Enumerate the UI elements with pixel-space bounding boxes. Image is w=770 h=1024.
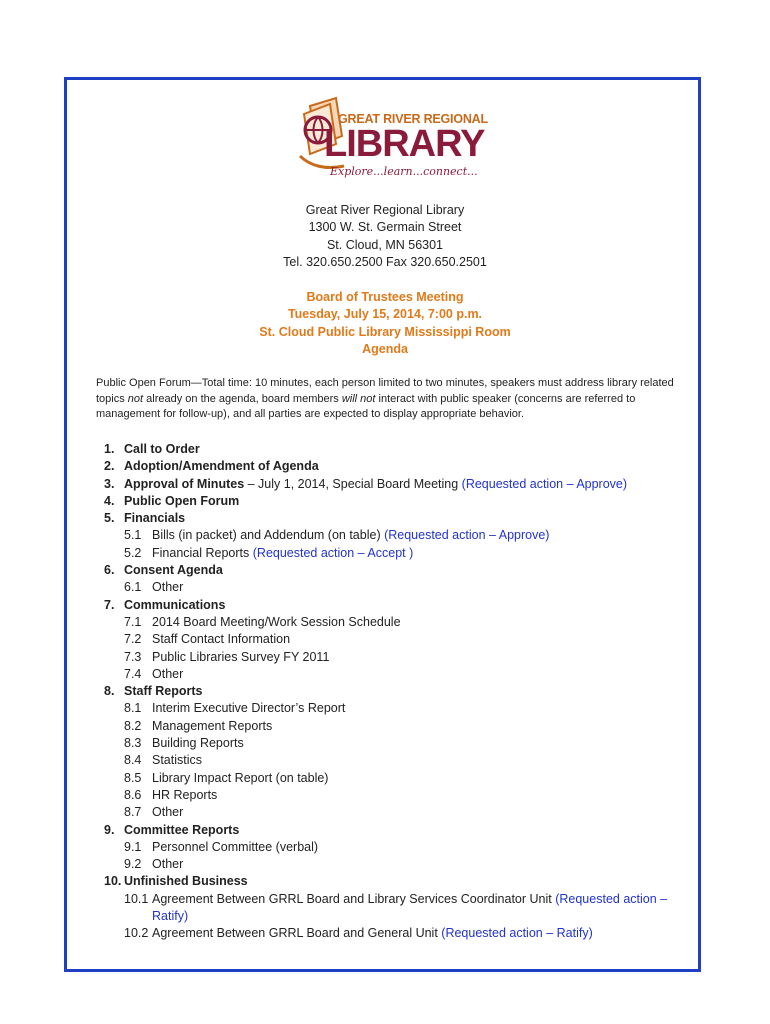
item-title: Adoption/Amendment of Agenda bbox=[124, 459, 319, 474]
agenda-item-8 bbox=[104, 683, 694, 700]
item-number: 9. bbox=[104, 822, 115, 837]
agenda-subitem-8-2 bbox=[104, 718, 694, 735]
agenda-list bbox=[104, 441, 694, 943]
subitem-text: Other bbox=[152, 580, 184, 595]
subitem-number: 8.7 bbox=[124, 805, 142, 820]
meeting-header bbox=[0, 289, 770, 358]
subitem-text: Other bbox=[152, 857, 184, 872]
agenda-item-10 bbox=[104, 873, 694, 890]
subitem-text: Public Libraries Survey FY 2011 bbox=[152, 649, 330, 664]
subitem-number: 8.1 bbox=[124, 701, 142, 716]
agenda-subitem-9-1 bbox=[104, 839, 694, 856]
item-number: 10. bbox=[104, 874, 122, 889]
forum-emphasis-2: will not bbox=[341, 392, 376, 405]
item-title: Unfinished Business bbox=[124, 874, 248, 889]
forum-emphasis-1: not bbox=[127, 392, 144, 405]
logo-main-text: LIBRARY bbox=[324, 123, 485, 165]
agenda-subitem-8-5 bbox=[104, 770, 694, 787]
meeting-location: St. Cloud Public Library Mississippi Room bbox=[259, 324, 511, 339]
subitem-text: 2014 Board Meeting/Work Session Schedule bbox=[152, 614, 401, 629]
agenda-subitem-6-1 bbox=[104, 579, 694, 596]
meeting-title: Board of Trustees Meeting bbox=[306, 290, 464, 304]
agenda-subitem-7-1 bbox=[104, 614, 694, 631]
agenda-subitem-8-3 bbox=[104, 735, 694, 752]
subitem-text: Personnel Committee (verbal) bbox=[152, 839, 319, 854]
subitem-text: Staff Contact Information bbox=[152, 632, 291, 647]
item-number: 2. bbox=[104, 459, 115, 474]
subitem-number: 9.2 bbox=[124, 857, 142, 872]
agenda-subitem-8-4 bbox=[104, 752, 694, 769]
subitem-text: Building Reports bbox=[152, 736, 244, 751]
requested-action: (Requested action – Accept ) bbox=[252, 545, 414, 560]
item-title: Staff Reports bbox=[124, 684, 203, 699]
requested-action: (Requested action – Ratify) bbox=[441, 926, 593, 941]
library-logo bbox=[290, 92, 488, 188]
agenda-item-4 bbox=[104, 493, 694, 510]
logo-top-text: GREAT RIVER REGIONAL bbox=[338, 112, 488, 126]
agenda-heading: Agenda bbox=[362, 341, 408, 356]
address-block bbox=[0, 202, 770, 271]
agenda-subitem-8-6 bbox=[104, 787, 694, 804]
subitem-number: 7.1 bbox=[124, 614, 142, 629]
item-number: 6. bbox=[104, 563, 115, 578]
item-number: 4. bbox=[104, 493, 115, 508]
subitem-number: 8.4 bbox=[124, 753, 142, 768]
agenda-item-1 bbox=[104, 441, 694, 458]
subitem-number: 6.1 bbox=[124, 580, 142, 595]
item-title: Consent Agenda bbox=[124, 563, 223, 578]
agenda-subitem-7-4 bbox=[104, 666, 694, 683]
agenda-item-9 bbox=[104, 822, 694, 839]
agenda-subitem-8-1 bbox=[104, 700, 694, 717]
subitem-text: Interim Executive Director’s Report bbox=[152, 701, 346, 716]
public-forum-notice bbox=[96, 376, 696, 423]
agenda-subitem-8-7 bbox=[104, 804, 694, 821]
logo-tagline: Explore...learn...connect... bbox=[330, 165, 478, 178]
agenda-item-3 bbox=[104, 476, 694, 493]
agenda-item-7 bbox=[104, 597, 694, 614]
subitem-text: Management Reports bbox=[152, 718, 273, 733]
agenda-subitem-7-3 bbox=[104, 649, 694, 666]
item-title: Financials bbox=[124, 511, 186, 526]
item-number: 7. bbox=[104, 597, 115, 612]
item-title: Public Open Forum bbox=[124, 493, 240, 508]
subitem-number: 8.2 bbox=[124, 718, 142, 733]
item-number: 1. bbox=[104, 442, 115, 456]
subitem-number: 9.1 bbox=[124, 839, 142, 854]
subitem-text: Financial Reports bbox=[152, 545, 253, 560]
item-title: Communications bbox=[124, 597, 226, 612]
agenda-subitem-10-2 bbox=[104, 925, 694, 942]
item-title: Committee Reports bbox=[124, 822, 240, 837]
subitem-number: 10.2 bbox=[124, 926, 149, 941]
agenda-subitem-5-2 bbox=[104, 545, 694, 562]
subitem-text: Other bbox=[152, 805, 184, 820]
agenda-subitem-10-1 bbox=[104, 891, 694, 926]
item-number: 8. bbox=[104, 684, 115, 699]
subitem-text: HR Reports bbox=[152, 787, 218, 802]
subitem-number: 7.3 bbox=[124, 649, 142, 664]
subitem-number: 8.5 bbox=[124, 770, 142, 785]
subitem-number: 7.2 bbox=[124, 632, 142, 647]
agenda-item-6 bbox=[104, 562, 694, 579]
street-address: 1300 W. St. Germain Street bbox=[308, 220, 462, 235]
forum-text-2: already on the agenda, board members bbox=[143, 392, 342, 405]
phone-fax: Tel. 320.650.2500 Fax 320.650.2501 bbox=[283, 254, 487, 269]
item-title: Approval of Minutes bbox=[124, 476, 245, 491]
agenda-subitem-9-2 bbox=[104, 856, 694, 873]
subitem-text: Statistics bbox=[152, 753, 203, 768]
agenda-item-2 bbox=[104, 458, 694, 475]
item-detail: – July 1, 2014, Special Board Meeting bbox=[244, 476, 462, 491]
agenda-subitem-7-2 bbox=[104, 631, 694, 648]
library-name: Great River Regional Library bbox=[305, 203, 465, 217]
item-number: 5. bbox=[104, 511, 115, 526]
subitem-text: Library Impact Report (on table) bbox=[152, 770, 329, 785]
forum-text-1: Public Open Forum—Total time: 10 minutes, each person limited to two minutes, speakers must address library related topics bbox=[96, 377, 674, 405]
item-title: Call to Order bbox=[124, 442, 200, 456]
subitem-text: Agreement Between GRRL Board and Library Services Coordinator Unit bbox=[152, 891, 556, 906]
subitem-number: 5.2 bbox=[124, 545, 142, 560]
city-address: St. Cloud, MN 56301 bbox=[326, 237, 444, 252]
subitem-text: Bills (in packet) and Addendum (on table) bbox=[152, 528, 385, 543]
requested-action: (Requested action – Ratify) bbox=[152, 891, 668, 924]
agenda-subitem-5-1 bbox=[104, 527, 694, 544]
subitem-number: 8.3 bbox=[124, 736, 142, 751]
subitem-text: Agreement Between GRRL Board and General Unit bbox=[152, 926, 442, 941]
subitem-number: 10.1 bbox=[124, 891, 149, 906]
requested-action: (Requested action – Approve) bbox=[461, 476, 628, 491]
requested-action: (Requested action – Approve) bbox=[384, 528, 550, 543]
meeting-datetime: Tuesday, July 15, 2014, 7:00 p.m. bbox=[287, 307, 483, 322]
agenda-item-5 bbox=[104, 510, 694, 527]
forum-text-3: interact with public speaker (concerns are referred to management for follow-up), and all parties are expected to display appropriate behavior. bbox=[96, 392, 636, 421]
subitem-number: 5.1 bbox=[124, 528, 142, 543]
item-number: 3. bbox=[104, 476, 115, 491]
subitem-text: Other bbox=[152, 666, 184, 681]
subitem-number: 8.6 bbox=[124, 787, 142, 802]
subitem-number: 7.4 bbox=[124, 666, 142, 681]
